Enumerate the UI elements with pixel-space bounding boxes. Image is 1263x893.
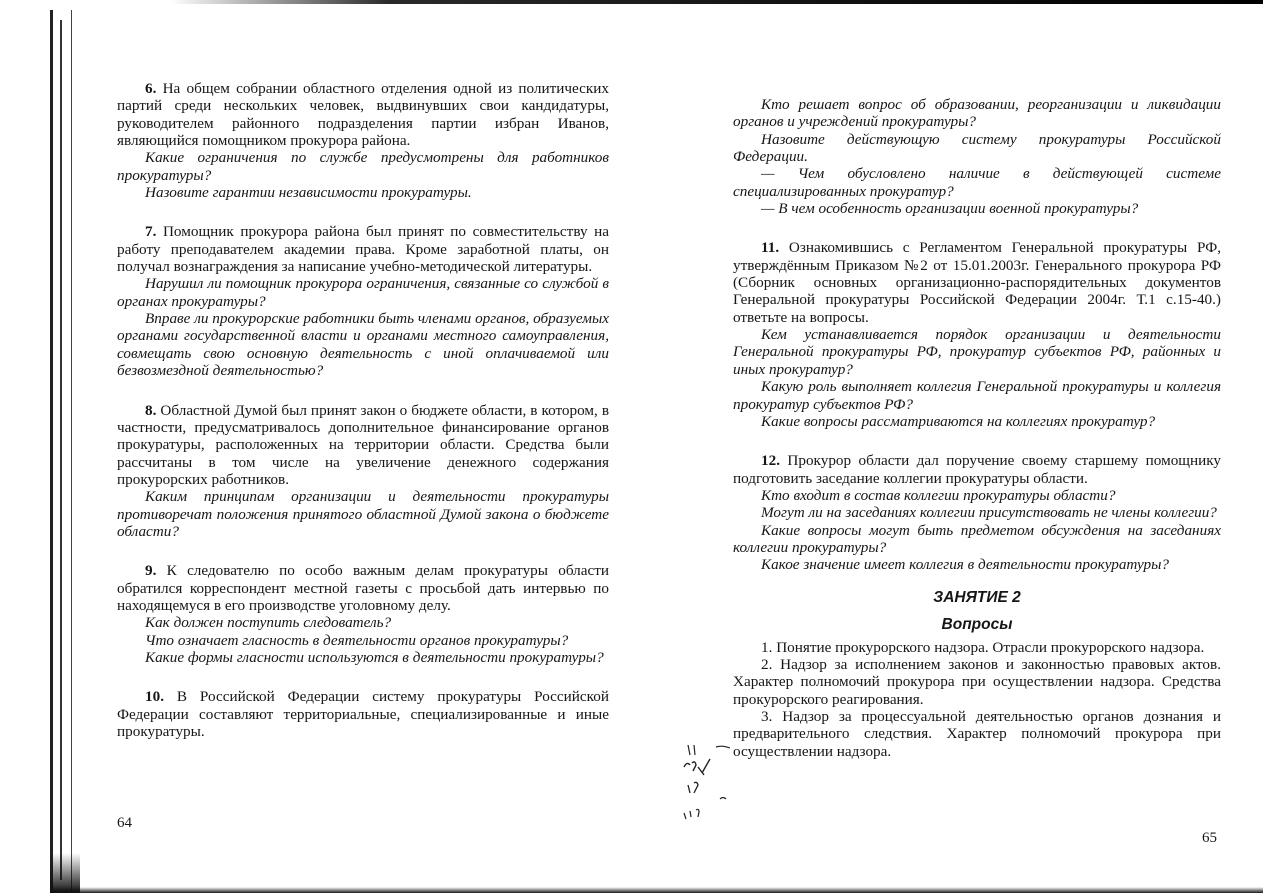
task-question: Назовите действующую систему прокуратуры Российской Федерации. — [733, 130, 1221, 166]
task-10 — [117, 688, 609, 740]
left-page — [117, 80, 609, 740]
task-number: 6. — [145, 80, 157, 97]
task-question: Какие формы гласности используются в деятельности прокуратуры? — [145, 648, 604, 666]
task-9 — [117, 562, 609, 666]
task-question: Какую роль выполняет коллегия Генеральной прокуратуры и коллегия прокуратур субъектов РФ? — [733, 378, 1221, 413]
task-text — [117, 80, 609, 149]
task-6 — [117, 80, 609, 201]
handwritten-margin-marks — [680, 735, 730, 825]
task-body: В Российской Федерации систему прокуратуры Российской Федерации составляют территориальные, специализированные и иные прокуратуры. — [117, 688, 609, 740]
task-question: Кто решает вопрос об образовании, реорганизации и ликвидации органов и учреждений прокуратуры? — [733, 96, 1221, 131]
scan-edge-top — [170, 0, 1263, 4]
right-page — [733, 96, 1221, 760]
task-body: Областной Думой был принят закон о бюджете области, в котором, в частности, предусматривалось дополнительное финансирование органов прокуратуры, расположенных на территории области. Средства были рассчитаны в том числе на увеличение денежного содержания прокурорских работников. — [117, 401, 610, 488]
task-question: Вправе ли прокурорские работники быть членами органов, образуемых органами государственной власти и органами местного самоуправления, совмещать свою основную деятельность с иной оплачиваемой или безвозмездной деятельностью? — [117, 310, 609, 380]
lesson-title: ЗАНЯТИЕ 2 — [933, 588, 1021, 606]
task-text — [117, 223, 609, 275]
task-number: 10. — [145, 688, 164, 706]
task-10-continued — [733, 96, 1221, 217]
task-number: 12. — [761, 452, 780, 470]
scan-edge-bottom — [50, 887, 1263, 893]
task-question: Каким принципам организации и деятельности прокуратуры противоречат положения принятого областной Думой закона о бюджете области? — [117, 488, 609, 540]
task-7 — [117, 223, 609, 379]
task-dash-question: — Чем обусловлено наличие в действующей системе специализированных прокуратур? — [733, 165, 1221, 200]
page-number-left: 64 — [117, 815, 132, 831]
task-number: 7. — [145, 223, 157, 241]
lesson-question-item: 2. Надзор за исполнением законов и законностью правовых актов. Характер полномочий прокурора при осуществлении надзора. Средства прокурорского реагирования. — [733, 655, 1221, 708]
task-text — [733, 452, 1221, 487]
task-body: На общем собрании областного отделения одной из политических партий среди нескольких человек, выдвинувших свои кандидатуры, руководителем районного подразделения партии избран Иванов, являющийся помощником прокурора района. — [117, 80, 609, 150]
task-question: Какие вопросы рассматриваются на коллегиях прокуратур? — [761, 412, 1156, 430]
task-question: Что означает гласность в деятельности органов прокуратуры? — [145, 631, 569, 649]
task-text — [117, 562, 609, 614]
lesson-question-item: 3. Надзор за процессуальной деятельностью органов дознания и предварительного следствия. Характер полномочий прокурора при осуществлении надзора. — [733, 707, 1221, 760]
task-body: Помощник прокурора района был принят по совместительству на работу преподавателем академии права. Кроме заработной платы, он получал вознаграждения за написание учебно-методической литературы. — [117, 223, 610, 276]
task-11 — [733, 239, 1221, 430]
questions-title: Вопросы — [941, 615, 1013, 633]
task-body: Прокурор области дал поручение своему старшему помощнику подготовить заседание коллегии прокуратуры области. — [733, 452, 1221, 487]
task-body: К следователю по особо важным делам прокуратуры области обратился корреспондент местной газеты с просьбой дать интервью по находящемуся в его производстве уголовному делу. — [117, 562, 609, 614]
task-question: Могут ли на заседаниях коллегии присутствовать не члены коллегии? — [761, 504, 1217, 522]
task-question: Как должен поступить следователь? — [145, 614, 392, 632]
task-number: 9. — [145, 562, 157, 580]
task-question: Какие ограничения по службе предусмотрены для работников прокуратуры? — [117, 149, 609, 184]
scan-corner-shadow — [50, 853, 80, 893]
task-text — [117, 688, 609, 740]
task-question: Кто входит в состав коллегии прокуратуры области? — [761, 486, 1116, 504]
task-text — [117, 402, 609, 489]
lesson-questions — [733, 639, 1221, 760]
task-body: Ознакомившись с Регламентом Генеральной прокуратуры РФ, утверждённым Приказом №2 от 15.01.2003г. Генерального прокурора РФ (Сборник основных организационно-распорядительных документов Генеральной прокуратуры Российской Федерации 2004г. Т.1 с.15-40.) ответьте на вопросы. — [733, 239, 1221, 326]
task-number: 11. — [761, 239, 780, 257]
book-binding-inner-edge — [60, 20, 66, 880]
task-8 — [117, 402, 609, 541]
task-number: 8. — [145, 401, 157, 419]
task-question: Назовите гарантии независимости прокуратуры. — [145, 184, 472, 202]
task-question: Кем устанавливается порядок организации и деятельности Генеральной прокуратуры РФ, прокуратур субъектов РФ, районных и иных прокуратур? — [733, 326, 1221, 378]
task-question: Какое значение имеет коллегия в деятельности прокуратуры? — [761, 556, 1170, 574]
task-text — [733, 239, 1221, 326]
lesson-question-item: 1. Понятие прокурорского надзора. Отрасли прокурорского надзора. — [761, 638, 1205, 656]
task-question: Какие вопросы могут быть предметом обсуждения на заседаниях коллегии прокуратуры? — [733, 521, 1221, 556]
task-question: Нарушил ли помощник прокурора ограничения, связанные со службой в органах прокуратуры? — [117, 275, 609, 310]
page-number-right: 65 — [1202, 830, 1217, 846]
task-12 — [733, 452, 1221, 573]
task-dash-question: — В чем особенность организации военной прокуратуры? — [761, 200, 1139, 218]
